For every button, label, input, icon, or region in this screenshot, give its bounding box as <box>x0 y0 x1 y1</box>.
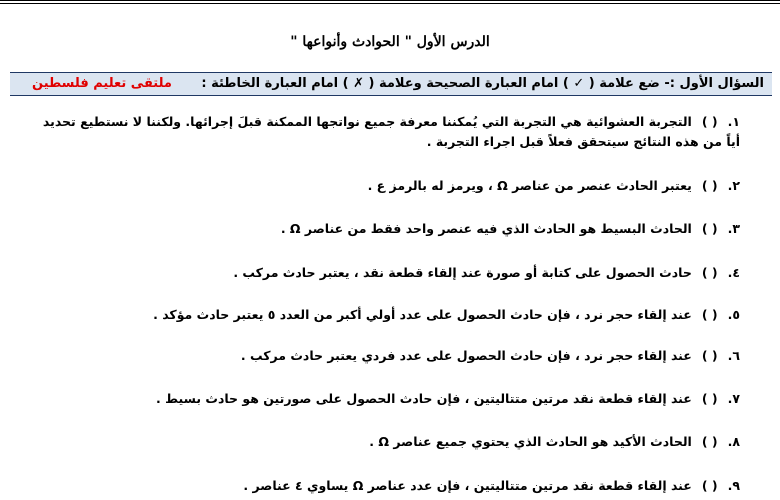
list-item <box>40 219 740 239</box>
answer-blank[interactable]: ( ) <box>701 348 718 363</box>
item-text: عند إلقاء قطعة نقد مرتين متتاليتين ، فإن عدد عناصر Ω يساوي ٤ عناصر . <box>243 478 692 493</box>
answer-blank[interactable]: ( ) <box>701 265 718 280</box>
list-item <box>40 263 740 283</box>
list-item <box>40 305 740 325</box>
item-text: عند إلقاء حجر نرد ، فإن حادث الحصول على عدد أولي أكبر من العدد ٥ يعتبر حادث مؤكد . <box>153 307 692 322</box>
answer-blank[interactable]: ( ) <box>701 307 718 322</box>
list-item <box>40 476 740 496</box>
answer-blank[interactable]: ( ) <box>701 478 718 493</box>
item-text: عند إلقاء قطعة نقد مرتين متتاليتين ، فإن حادث الحصول على صورتين هو حادث بسيط . <box>156 391 692 406</box>
list-item <box>40 176 740 196</box>
item-text: التجربة العشوائية هي التجربة التي يُمكننا معرفة جميع نواتجها الممكنة قبلَ إجرائها. ولكننا لا نستطيع تحديد أياً من هذه النتائج سيتحقق فعلاً قبل اجراء التجربة . <box>42 114 740 149</box>
question-header: السؤال الأول :- ضع علامة ( ✓ ) امام العبارة الصحيحة وعلامة ( ✗ ) امام العبارة الخاطئة : <box>201 76 764 91</box>
item-number: ١. <box>727 114 740 129</box>
brand-label: ملتقى تعليم فلسطين <box>32 76 172 91</box>
item-number: ٤. <box>727 265 740 280</box>
item-text: الحادث الأكيد هو الحادث الذي يحتوي جميع عناصر Ω . <box>369 434 692 449</box>
item-text: يعتبر الحادث عنصر من عناصر Ω ، ويرمز له بالرمز ع . <box>367 178 692 193</box>
item-number: ٧. <box>727 391 740 406</box>
lesson-title: الدرس الأول " الحوادث وأنواعها " <box>290 34 490 50</box>
item-number: ٦. <box>727 348 740 363</box>
list-item <box>40 389 740 409</box>
item-number: ٥. <box>727 307 740 322</box>
item-number: ٣. <box>727 221 740 236</box>
item-number: ٨. <box>727 434 740 449</box>
item-text: حادث الحصول على كتابة أو صورة عند إلقاء قطعة نقد ، يعتبر حادث مركب . <box>233 265 692 280</box>
list-item <box>40 432 740 452</box>
top-border <box>0 0 780 4</box>
answer-blank[interactable]: ( ) <box>701 221 718 236</box>
list-item <box>40 346 740 366</box>
item-number: ٢. <box>727 178 740 193</box>
item-text: عند إلقاء حجر نرد ، فإن حادث الحصول على عدد فردي يعتبر حادث مركب . <box>240 348 692 363</box>
answer-blank[interactable]: ( ) <box>701 114 718 129</box>
list-item <box>40 112 740 152</box>
item-number: ٩. <box>727 478 740 493</box>
item-text: الحادث البسيط هو الحادث الذي فيه عنصر واحد فقط من عناصر Ω . <box>280 221 692 236</box>
question-header-bar <box>10 72 772 96</box>
answer-blank[interactable]: ( ) <box>701 434 718 449</box>
answer-blank[interactable]: ( ) <box>701 178 718 193</box>
answer-blank[interactable]: ( ) <box>701 391 718 406</box>
